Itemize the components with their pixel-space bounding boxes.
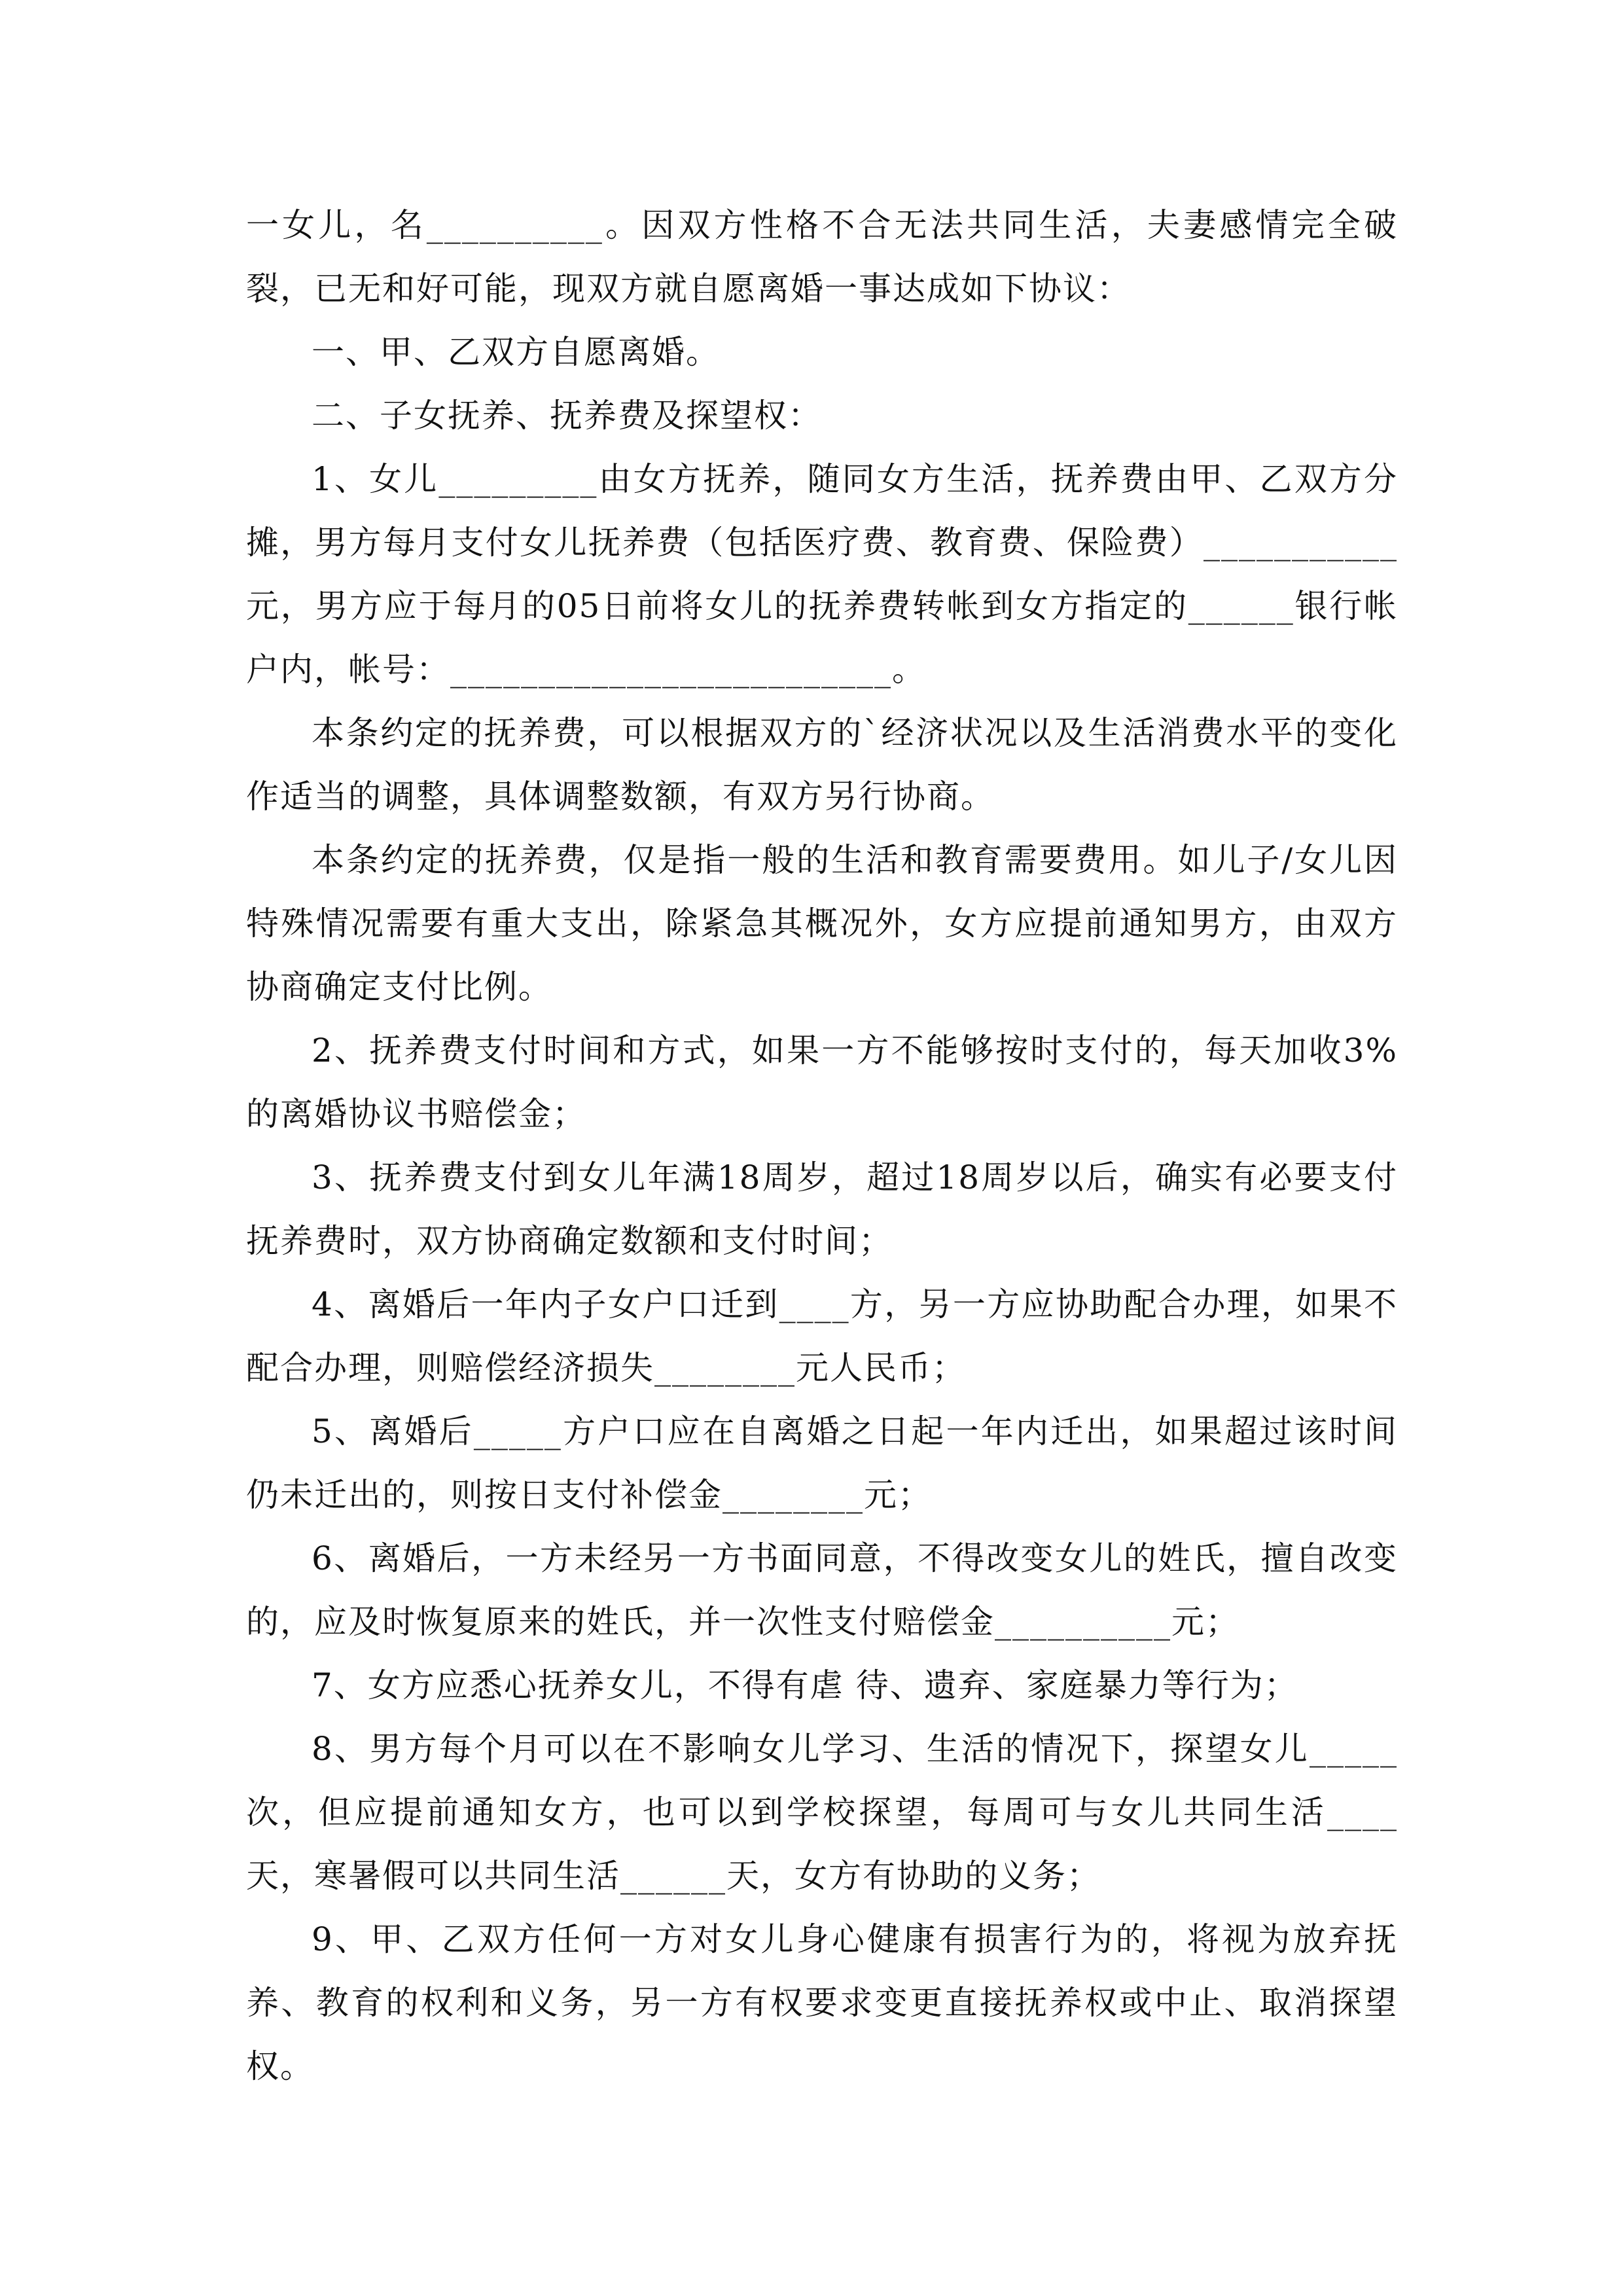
paragraph-clause-2-6: 6、离婚后，一方未经另一方书面同意，不得改变女儿的姓氏，擅自改变的，应及时恢复原来的姓氏，并一次性支付赔偿金__________元； [246,1539,1398,1641]
paragraph-clause-2-8: 8、男方每个月可以在不影响女儿学习、生活的情况下，探望女儿_____次，但应提前通知女方，也可以到学校探望，每周可与女儿共同生活____天，寒暑假可以共同生活______天，女方有协助的义务； [246,1730,1398,1895]
paragraph-clause-1: 一、甲、乙双方自愿离婚。 [312,333,720,371]
paragraph-intro: 一女儿，名__________。因双方性格不合无法共同生活，夫妻感情完全破裂，已无和好可能，现双方就自愿离婚一事达成如下协议： [246,206,1398,308]
paragraph-clause-2-5: 5、离婚后_____方户口应在自离婚之日起一年内迁出，如果超过该时间仍未迁出的，则按日支付补偿金________元； [246,1412,1398,1514]
paragraph-clause-2-9: 9、甲、乙双方任何一方对女儿身心健康有损害行为的，将视为放弃抚养、教育的权利和义务，另一方有权要求变更直接抚养权或中止、取消探望权。 [246,1920,1398,2085]
paragraph-note-2: 本条约定的抚养费，仅是指一般的生活和教育需要费用。如儿子/女儿因特殊情况需要有重大支出，除紧急其概况外，女方应提前通知男方，由双方协商确定支付比例。 [246,841,1398,1006]
document-body [246,194,1398,2098]
paragraph-clause-2: 二、子女抚养、抚养费及探望权： [312,397,822,435]
paragraph-clause-2-7: 7、女方应悉心抚养女儿，不得有虐 待、遗弃、家庭暴力等行为； [312,1666,1298,1704]
paragraph-clause-2-3: 3、抚养费支付到女儿年满18周岁，超过18周岁以后，确实有必要支付抚养费时，双方协商确定数额和支付时间； [246,1158,1398,1260]
paragraph-note-1: 本条约定的抚养费，可以根据双方的`经济状况以及生活消费水平的变化作适当的调整，具体调整数额，有双方另行协商。 [246,714,1398,816]
paragraph-clause-2-4: 4、离婚后一年内子女户口迁到____方，另一方应协助配合办理，如果不配合办理，则赔偿经济损失________元人民币； [246,1285,1398,1387]
paragraph-clause-2-1: 1、女儿_________由女方抚养，随同女方生活，抚养费由甲、乙双方分摊，男方每月支付女儿抚养费（包括医疗费、教育费、保险费）___________元，男方应于每月的05日前将女儿的抚养费转帐到女方指定的______银行帐户内，帐号：_________________________。 [246,460,1398,689]
paragraph-clause-2-2: 2、抚养费支付时间和方式，如果一方不能够按时支付的，每天加收3%的离婚协议书赔偿金； [246,1031,1398,1133]
